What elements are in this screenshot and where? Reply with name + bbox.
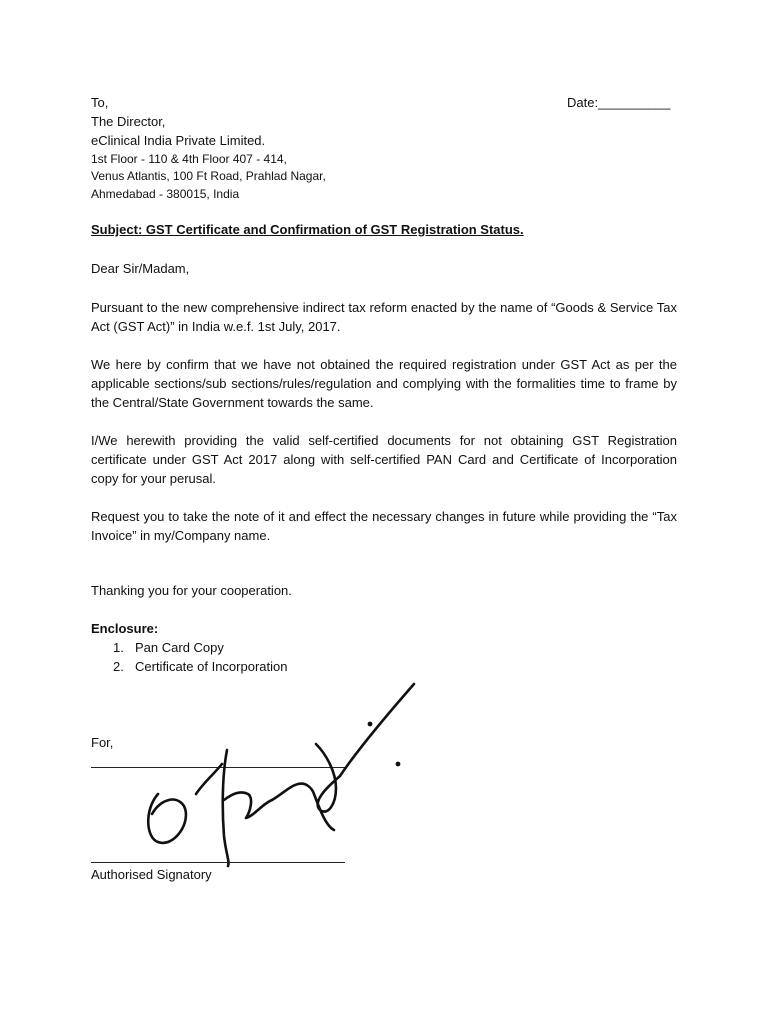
enclosure-item-2: Certificate of Incorporation xyxy=(135,659,288,674)
paragraph-3: I/We herewith providing the valid self-certified documents for not obtaining GST Registration certificate under GST Act 2017 along with self-certified PAN Card and Certificate of Incorporation copy for your perusal. xyxy=(91,433,677,486)
address-line-1: 1st Floor - 110 & 4th Floor 407 - 414, xyxy=(91,152,287,166)
for-label: For, xyxy=(91,735,114,750)
recipient-company: eClinical India Private Limited. xyxy=(91,133,266,148)
closing-line: Thanking you for your cooperation. xyxy=(91,583,292,598)
address-line-3: Ahmedabad - 380015, India xyxy=(91,187,240,201)
paragraph-2: We here by confirm that we have not obtained the required registration under GST Act as per the applicable sections/sub sections/rules/regulation and complying with the formalities time to frame by the Central/State Government towards the same. xyxy=(91,357,677,410)
subject-line: Subject: GST Certificate and Confirmation of GST Registration Status. xyxy=(91,222,524,237)
enclosure-number-2: 2. xyxy=(113,659,124,674)
address-line-2: Venus Atlantis, 100 Ft Road, Prahlad Nagar, xyxy=(91,169,326,183)
paragraph-4: Request you to take the note of it and effect the necessary changes in future while providing the “Tax Invoice” in my/Company name. xyxy=(91,509,677,543)
date-field: Date:__________ xyxy=(567,95,671,110)
to-label: To, xyxy=(91,95,109,110)
signature-line xyxy=(91,862,345,863)
enclosure-number-1: 1. xyxy=(113,640,124,655)
handwritten-signature xyxy=(130,676,430,870)
enclosure-heading: Enclosure: xyxy=(91,621,159,636)
salutation: Dear Sir/Madam, xyxy=(91,261,190,276)
enclosure-item-1: Pan Card Copy xyxy=(135,640,224,655)
paragraph-1: Pursuant to the new comprehensive indirect tax reform enacted by the name of “Goods & Service Tax Act (GST Act)” in India w.e.f. 1st July, 2017. xyxy=(91,300,677,334)
signatory-label: Authorised Signatory xyxy=(91,867,212,882)
recipient-title: The Director, xyxy=(91,114,166,129)
